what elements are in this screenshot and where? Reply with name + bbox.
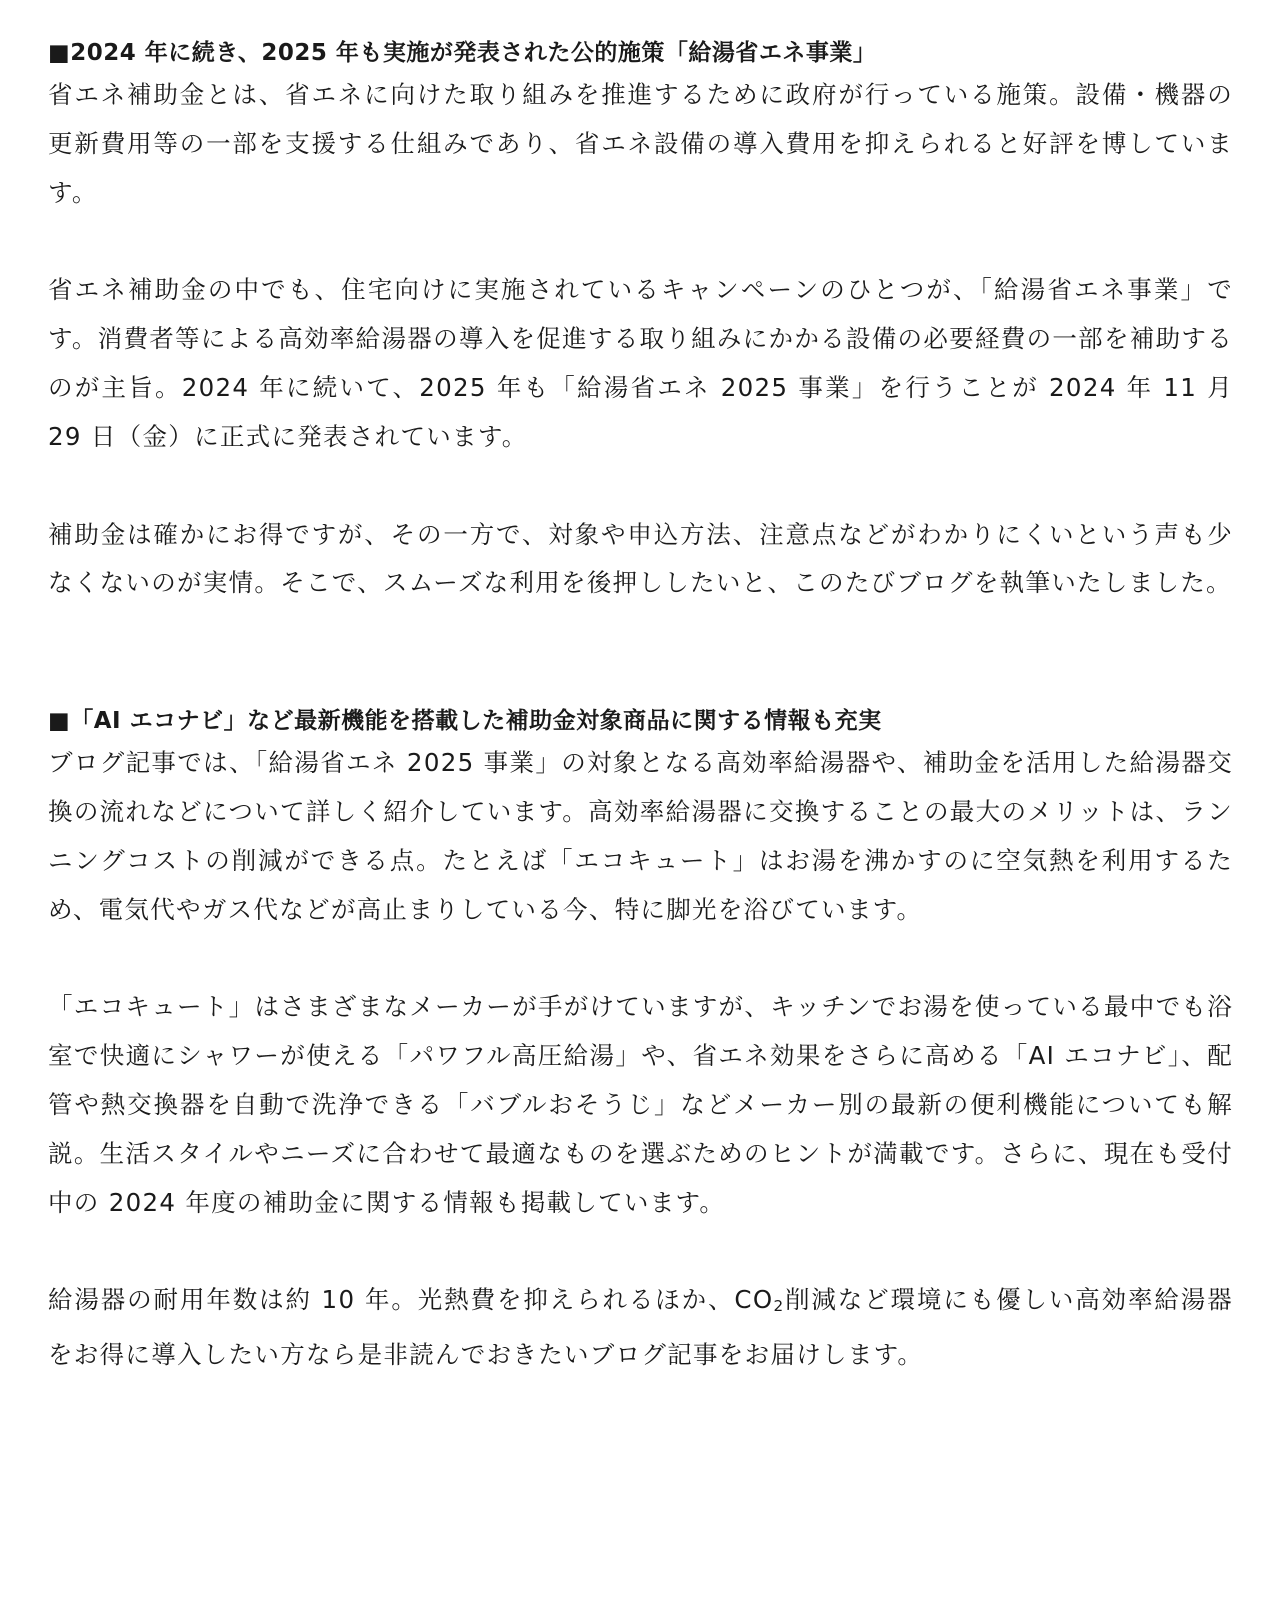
section1-paragraph-1: 省エネ補助金とは、省エネに向けた取り組みを推進するために政府が行っている施策。設備・機器の更新費用等の一部を支援する仕組みであり、省エネ設備の導入費用を抑えられると好評を博しています。 <box>48 80 1233 207</box>
paragraph-gap <box>48 934 1233 983</box>
section2-paragraph-1: ブログ記事では、「給湯省エネ 2025 事業」の対象となる高効率給湯器や、補助金を活用した給湯器交換の流れなどについて詳しく紹介しています。高効率給湯器に交換することの最大のメリットは、ランニングコストの削減ができる点。たとえば「エコキュート」はお湯を沸かすのに空気熱を利用するため、電気代やガス代などが高止まりしている今、特に脚光を浴びています。 <box>48 748 1233 924</box>
paragraph-gap <box>48 1227 1233 1276</box>
paragraph-gap <box>48 217 1233 266</box>
document-page <box>48 38 1233 1380</box>
section2-heading: ■「AI エコナビ」など最新機能を搭載した補助金対象商品に関する情報も充実 <box>48 708 882 735</box>
section1-paragraph-2: 省エネ補助金の中でも、住宅向けに実施されているキャンペーンのひとつが、「給湯省エネ事業」です。消費者等による高効率給湯器の導入を促進する取り組みにかかる設備の必要経費の一部を補助するのが主旨。2024 年に続いて、2025 年も「給湯省エネ 2025 事業」を行うことが 2024 年 11 月 29 日（金）に正式に発表されています。 <box>48 275 1233 451</box>
section2-paragraph-2: 「エコキュート」はさまざまなメーカーが手がけていますが、キッチンでお湯を使っている最中でも浴室で快適にシャワーが使える「パワフル高圧給湯」や、省エネ効果をさらに高める「AI エコナビ」、配管や熱交換器を自動で洗浄できる「バブルおそうじ」などメーカー別の最新の便利機能についても解説。生活スタイルやニーズに合わせて最適なものを選ぶためのヒントが満載です。さらに、現在も受付中の 2024 年度の補助金に関する情報も掲載しています。 <box>48 992 1233 1217</box>
section2-closing-paragraph <box>48 1276 1233 1380</box>
section-product-info <box>48 706 1233 1380</box>
section1-paragraph-3: 補助金は確かにお得ですが、その一方で、対象や申込方法、注意点などがわかりにくいという声も少なくないのが実情。そこで、スムーズな利用を後押ししたいと、このたびブログを執筆いたしました。 <box>48 519 1233 598</box>
section-gap <box>48 608 1233 706</box>
section-subsidy-overview <box>48 38 1233 608</box>
section1-heading: ■2024 年に続き、2025 年も実施が発表された公的施策「給湯省エネ事業」 <box>48 40 877 66</box>
co2-subscript: 2 <box>773 1297 785 1316</box>
paragraph-gap <box>48 462 1233 511</box>
closing-text-end: 削減など環境にも優しい高効率給湯器をお得に導入したい方なら是非読んでおきたいブログ記事をお届けします。 <box>48 1285 1233 1370</box>
closing-text-start: 給湯器の耐用年数は約 10 年。光熱費を抑えられるほか、CO <box>48 1285 774 1315</box>
